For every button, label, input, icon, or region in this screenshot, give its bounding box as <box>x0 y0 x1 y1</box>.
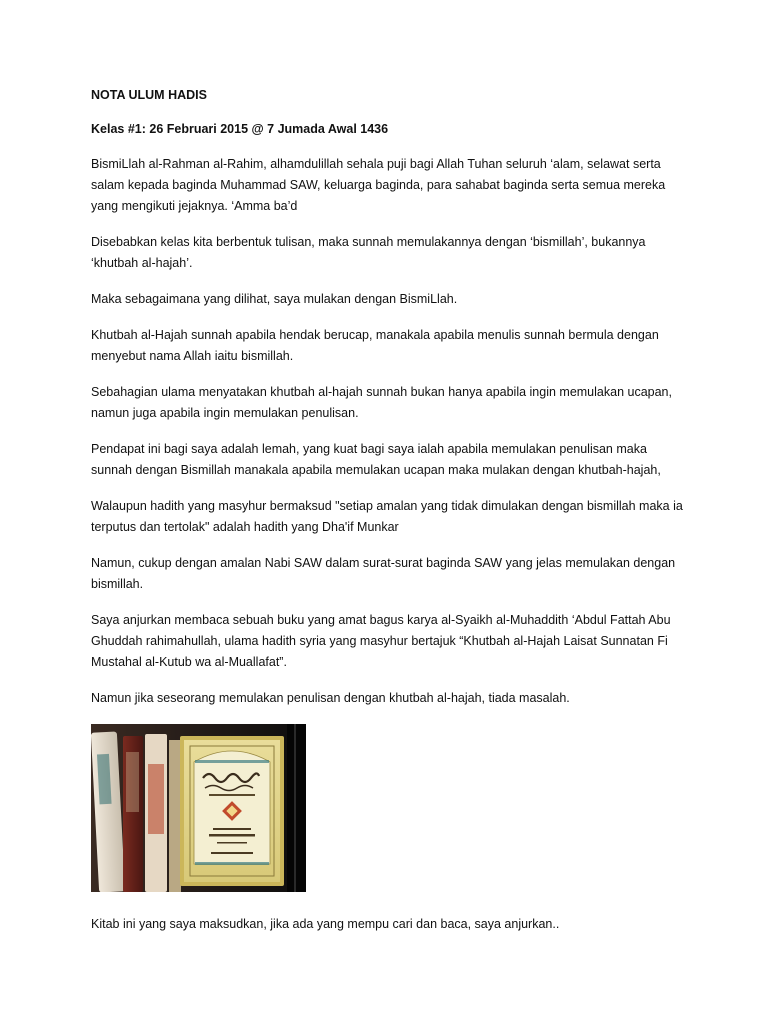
document-subtitle: Kelas #1: 26 Februari 2015 @ 7 Jumada Awal 1436 <box>91 122 389 136</box>
paragraph-9: Saya anjurkan membaca sebuah buku yang amat bagus karya al-Syaikh al-Muhaddith ‘Abdul Fattah Abu Ghuddah rahimahullah, ulama hadith syria yang masyhur bertajuk “Khutbah al-Hajah Laisat Sunnatan Fi Mustahal al-Kutub wa al-Muallafat”. <box>91 613 671 669</box>
paragraph-10: Namun jika seseorang memulakan penulisan dengan khutbah al-hajah, tiada masalah. <box>91 691 570 705</box>
paragraph-4: Khutbah al-Hajah sunnah apabila hendak berucap, manakala apabila menulis sunnah bermula dengan menyebut nama Allah iaitu bismillah. <box>91 328 659 363</box>
book-photo <box>91 724 306 892</box>
paragraph-1: BismiLlah al-Rahman al-Rahim, alhamdulillah sehala puji bagi Allah Tuhan seluruh ‘alam, selawat serta salam kepada baginda Muhammad SAW, keluarga baginda, para sahabat baginda serta semua mereka yang mengikuti jejaknya. ‘Amma ba’d <box>91 157 666 213</box>
paragraph-5: Sebahagian ulama menyatakan khutbah al-hajah sunnah bukan hanya apabila ingin memulakan ucapan, namun juga apabila ingin memulakan penulisan. <box>91 385 672 420</box>
paragraph-7: Walaupun hadith yang masyhur bermaksud "setiap amalan yang tidak dimulakan dengan bismillah maka ia terputus dan tertolak" adalah hadith yang Dha'if Munkar <box>91 499 683 534</box>
paragraph-3: Maka sebagaimana yang dilihat, saya mulakan dengan BismiLlah. <box>91 292 458 306</box>
document-page <box>91 86 691 950</box>
paragraph-8: Namun, cukup dengan amalan Nabi SAW dalam surat-surat baginda SAW yang jelas memulakan dengan bismillah. <box>91 556 676 591</box>
document-title: NOTA ULUM HADIS <box>91 88 207 102</box>
paragraph-2: Disebabkan kelas kita berbentuk tulisan, maka sunnah memulakannya dengan ‘bismillah’, bukannya ‘khutbah al-hajah’. <box>91 235 646 270</box>
paragraph-6: Pendapat ini bagi saya adalah lemah, yang kuat bagi saya ialah apabila memulakan penulisan maka sunnah dengan Bismillah manakala apabila memulakan ucapan maka mulakan dengan khutbah-hajah, <box>91 442 661 477</box>
closing-paragraph: Kitab ini yang saya maksudkan, jika ada yang mempu cari dan baca, saya anjurkan.. <box>91 917 560 931</box>
